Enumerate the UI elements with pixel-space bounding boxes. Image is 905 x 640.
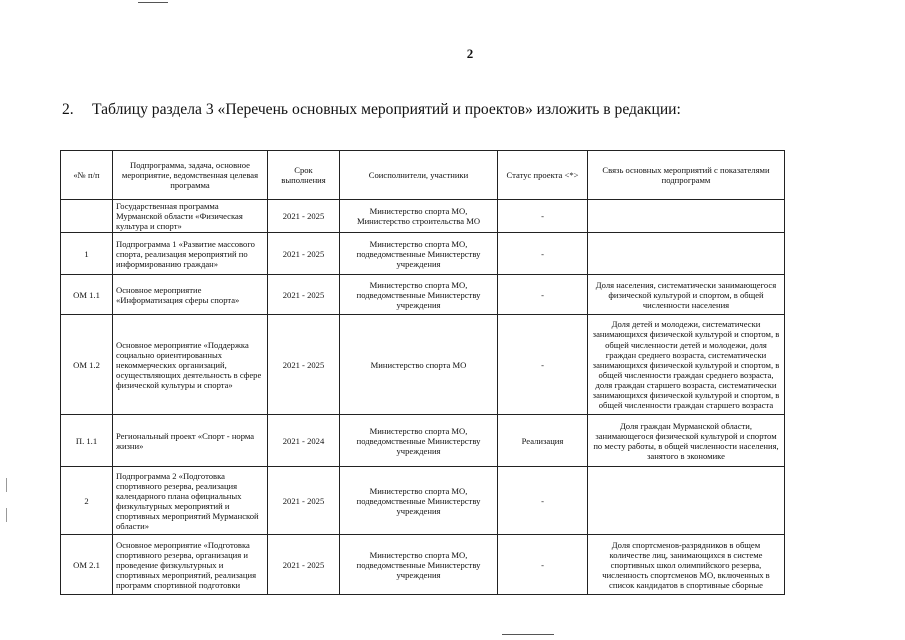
cell-executors: Министерство спорта МО, Министерство строительства МО	[340, 200, 498, 233]
table-row	[61, 415, 785, 467]
top-rule	[138, 2, 168, 3]
table-row	[61, 467, 785, 535]
cell-name: Основное мероприятие «Подготовка спортивного резерва, организация и проведение физкультурных и спортивных мероприятий, реализация программ спортивной подготовки	[113, 535, 268, 595]
cell-executors: Министерство спорта МО, подведомственные Министерству учреждения	[340, 275, 498, 315]
cell-term: 2021 - 2024	[268, 415, 340, 467]
cell-term: 2021 - 2025	[268, 535, 340, 595]
cell-status: -	[498, 200, 588, 233]
events-table	[60, 150, 785, 595]
cell-status: -	[498, 275, 588, 315]
cell-number: 2	[61, 467, 113, 535]
cell-executors: Министерство спорта МО, подведомственные Министерству учреждения	[340, 467, 498, 535]
cell-term: 2021 - 2025	[268, 233, 340, 275]
cell-status: -	[498, 315, 588, 415]
bottom-rule	[502, 634, 554, 635]
cell-indicators: Доля граждан Мурманской области, занимающегося физической культурой и спортом по месту работы, в общей численности населения, занятого в экономике	[588, 415, 785, 467]
cell-indicators	[588, 467, 785, 535]
margin-mark	[6, 508, 7, 522]
header-cell: Статус проекта <*>	[498, 151, 588, 200]
cell-status: -	[498, 233, 588, 275]
page-number: 2	[466, 46, 474, 61]
cell-name: Основное мероприятие «Информатизация сферы спорта»	[113, 275, 268, 315]
cell-number: П. 1.1	[61, 415, 113, 467]
cell-executors: Министерство спорта МО	[340, 315, 498, 415]
table-row	[61, 275, 785, 315]
header-cell: Связь основных мероприятий с показателями подпрограмм	[588, 151, 785, 200]
cell-number	[61, 200, 113, 233]
table-row	[61, 315, 785, 415]
cell-status: Реализация	[498, 415, 588, 467]
header-cell: «№ п/п	[61, 151, 113, 200]
cell-number: ОМ 2.1	[61, 535, 113, 595]
heading-text: Таблицу раздела 3 «Перечень основных мероприятий и проектов» изложить в редакции:	[92, 101, 681, 118]
cell-executors: Министерство спорта МО, подведомственные Министерству учреждения	[340, 415, 498, 467]
cell-executors: Министерство спорта МО, подведомственные Министерству учреждения	[340, 233, 498, 275]
margin-mark	[6, 478, 7, 492]
cell-status: -	[498, 467, 588, 535]
cell-number: ОМ 1.2	[61, 315, 113, 415]
table-row	[61, 233, 785, 275]
cell-number: ОМ 1.1	[61, 275, 113, 315]
cell-term: 2021 - 2025	[268, 200, 340, 233]
cell-indicators	[588, 233, 785, 275]
cell-term: 2021 - 2025	[268, 275, 340, 315]
cell-term: 2021 - 2025	[268, 467, 340, 535]
cell-indicators: Доля детей и молодежи, систематически занимающихся физической культурой и спортом, в общей численности детей и молодежи, доля граждан среднего возраста, систематически занимающихся физической культурой и спортом, в общей численности граждан среднего возраста, доля граждан старшего возраста, систематически занимающихся физической культурой и спортом, в общей численности граждан старшего возраста	[588, 315, 785, 415]
cell-status: -	[498, 535, 588, 595]
table-row	[61, 535, 785, 595]
table-header-row	[61, 151, 785, 200]
cell-indicators: Доля населения, систематически занимающегося физической культурой и спортом, в общей численности населения	[588, 275, 785, 315]
header-cell: Соисполнители, участники	[340, 151, 498, 200]
header-cell: Срок выполнения	[268, 151, 340, 200]
cell-indicators: Доля спортсменов-разрядников в общем количестве лиц, занимающихся в системе спортивных школ олимпийского резерва, численность спортсменов МО, включенных в список кандидатов в спортивные сборные	[588, 535, 785, 595]
header-cell: Подпрограмма, задача, основное мероприятие, ведомственная целевая программа	[113, 151, 268, 200]
table-row	[61, 200, 785, 233]
cell-name: Основное мероприятие «Поддержка социально ориентированных некоммерческих организаций, осуществляющих деятельность в сфере физической культуры и спорта»	[113, 315, 268, 415]
cell-indicators	[588, 200, 785, 233]
cell-name: Государственная программа Мурманской области «Физическая культура и спорт»	[113, 200, 268, 233]
cell-term: 2021 - 2025	[268, 315, 340, 415]
cell-name: Подпрограмма 2 «Подготовка спортивного резерва, реализация календарного плана официальных физкультурных мероприятий и спортивных мероприятий Мурманской области»	[113, 467, 268, 535]
cell-number: 1	[61, 233, 113, 275]
section-heading	[62, 101, 681, 119]
cell-executors: Министерство спорта МО, подведомственные Министерству учреждения	[340, 535, 498, 595]
cell-name: Региональный проект «Спорт - норма жизни»	[113, 415, 268, 467]
cell-name: Подпрограмма 1 «Развитие массового спорта, реализация мероприятий по информированию граждан»	[113, 233, 268, 275]
heading-number: 2.	[62, 101, 74, 118]
